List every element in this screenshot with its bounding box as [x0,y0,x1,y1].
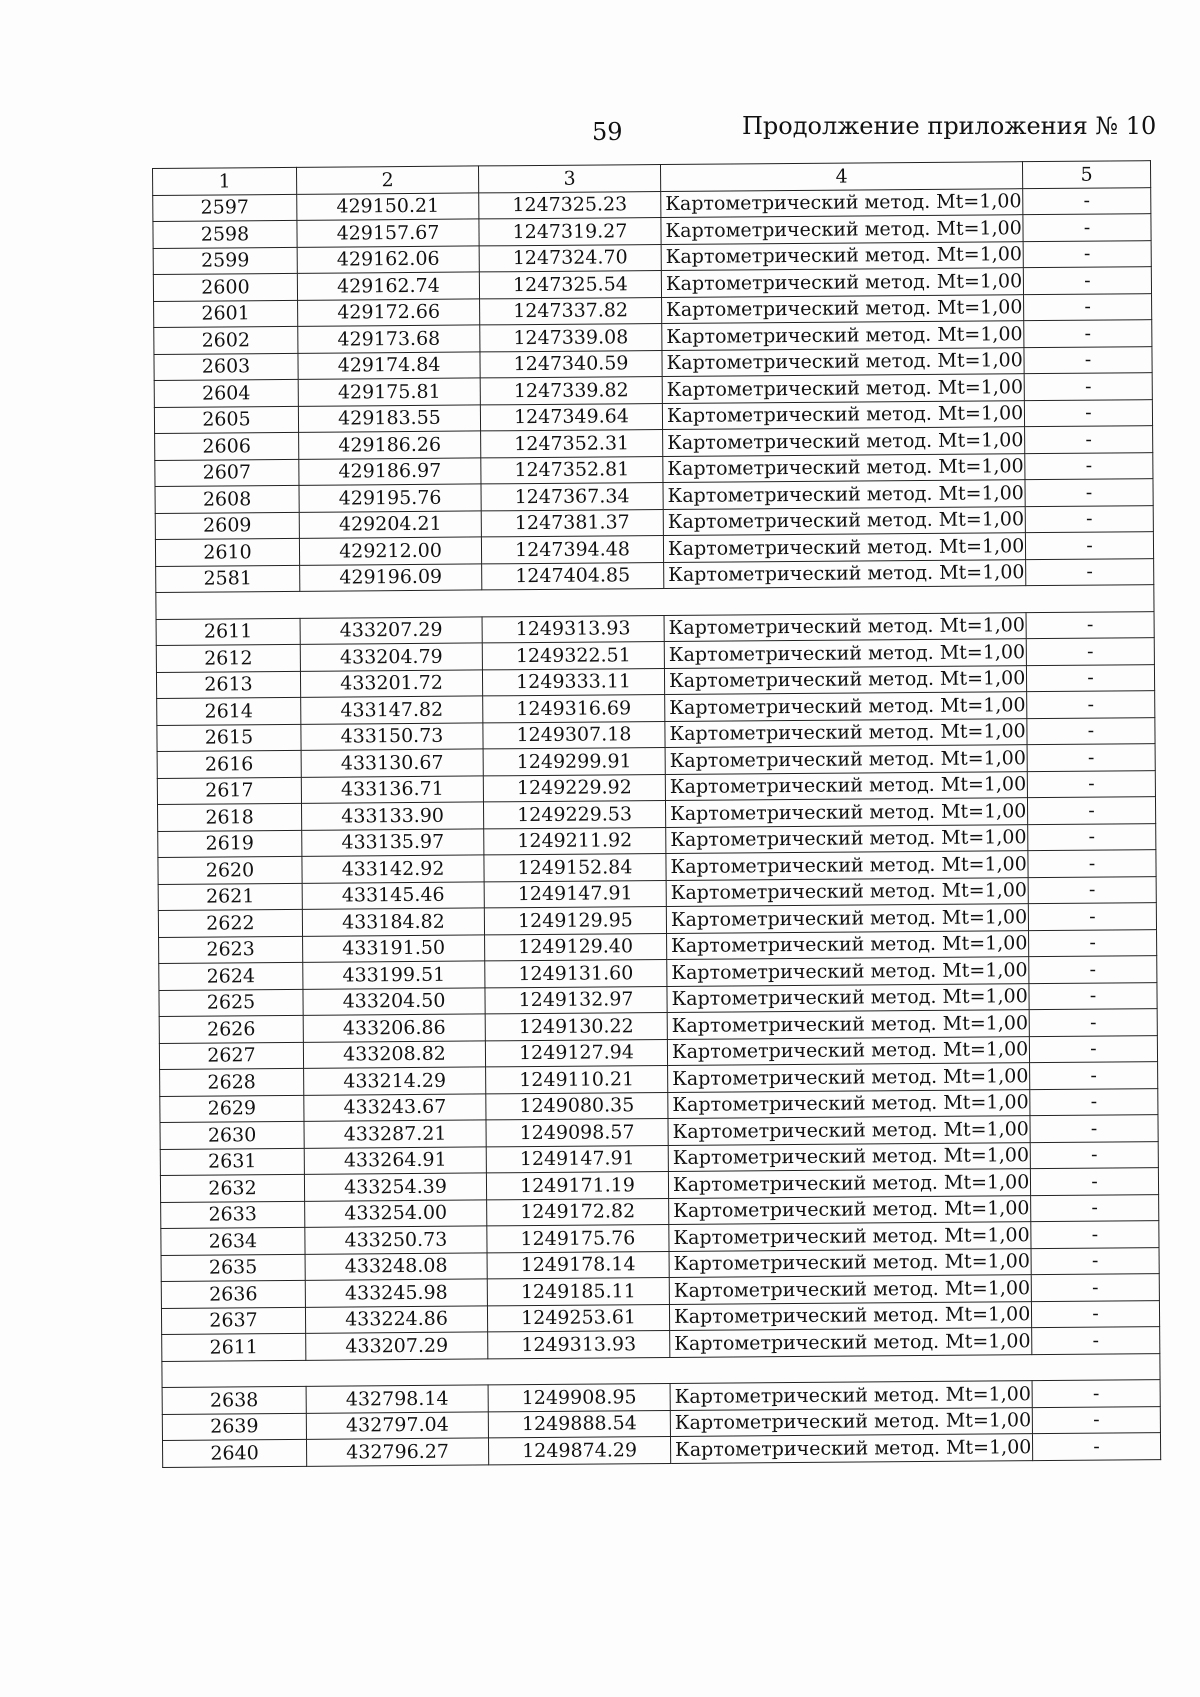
y-coordinate-cell: 1249185.11 [487,1277,669,1305]
point-number-cell: 2611 [162,1333,306,1361]
method-cell: Картометрический метод. Mt=1,00 [666,904,1028,933]
note-cell: - [1025,479,1153,507]
point-number-cell: 2621 [158,883,302,911]
point-number-cell: 2609 [155,512,299,540]
note-cell: - [1029,1035,1157,1063]
point-number-cell: 2616 [157,750,301,778]
y-coordinate-cell: 1249229.92 [483,774,665,802]
note-cell: - [1031,1221,1159,1249]
y-coordinate-cell: 1247325.54 [479,271,661,299]
method-cell: Картометрический метод. Mt=1,00 [661,268,1023,297]
column-header: 4 [660,162,1022,191]
point-number-cell: 2624 [159,962,303,990]
method-cell: Картометрический метод. Mt=1,00 [664,639,1026,668]
note-cell: - [1032,1406,1160,1434]
point-number-cell: 2623 [159,936,303,964]
x-coordinate-cell: 429173.68 [298,325,480,353]
note-cell: - [1028,823,1156,851]
x-coordinate-cell: 429186.97 [299,457,481,485]
x-coordinate-cell: 429204.21 [299,510,481,538]
note-cell: - [1025,452,1153,480]
method-cell: Картометрический метод. Mt=1,00 [668,1142,1030,1171]
method-cell: Картометрический метод. Mt=1,00 [669,1248,1031,1277]
y-coordinate-cell: 1247367.34 [481,482,663,510]
method-cell: Картометрический метод. Mt=1,00 [669,1275,1031,1304]
point-number-cell: 2634 [161,1227,305,1255]
x-coordinate-cell: 429172.66 [298,298,480,326]
note-cell: - [1030,1141,1158,1169]
method-cell: Картометрический метод. Mt=1,00 [668,1089,1030,1118]
y-coordinate-cell: 1249253.61 [487,1304,669,1332]
x-coordinate-cell: 429162.06 [297,245,479,273]
x-coordinate-cell: 433150.73 [301,722,483,750]
x-coordinate-cell: 429195.76 [299,484,481,512]
point-number-cell: 2617 [157,777,301,805]
point-number-cell: 2631 [160,1148,304,1176]
x-coordinate-cell: 433135.97 [302,828,484,856]
note-cell: - [1028,850,1156,878]
method-cell: Картометрический метод. Mt=1,00 [670,1381,1032,1410]
method-cell: Картометрический метод. Mt=1,00 [663,506,1025,535]
method-cell: Картометрический метод. Mt=1,00 [663,453,1025,482]
y-coordinate-cell: 1247324.70 [479,244,661,272]
method-cell: Картометрический метод. Mt=1,00 [667,1010,1029,1039]
point-number-cell: 2630 [160,1121,304,1149]
x-coordinate-cell: 433245.98 [305,1279,487,1307]
x-coordinate-cell: 433287.21 [304,1120,486,1148]
point-number-cell: 2608 [155,485,299,513]
y-coordinate-cell: 1249322.51 [482,641,664,669]
y-coordinate-cell: 1247349.64 [480,403,662,431]
x-coordinate-cell: 433250.73 [305,1226,487,1254]
y-coordinate-cell: 1249307.18 [483,721,665,749]
note-cell: - [1027,691,1155,719]
note-cell: - [1029,1009,1157,1037]
note-cell: - [1029,956,1157,984]
y-coordinate-cell: 1249333.11 [482,668,664,696]
page-title: Продолжение приложения № 10 [742,112,1157,140]
note-cell: - [1024,346,1152,374]
point-number-cell: 2636 [161,1280,305,1308]
x-coordinate-cell: 429196.09 [300,563,482,591]
column-header: 3 [478,165,660,193]
note-cell: - [1026,558,1154,586]
y-coordinate-cell: 1249147.91 [484,880,666,908]
point-number-cell: 2606 [155,432,299,460]
method-cell: Картометрический метод. Mt=1,00 [662,321,1024,350]
y-coordinate-cell: 1249147.91 [486,1145,668,1173]
method-cell: Картометрический метод. Mt=1,00 [661,241,1023,270]
table-body [153,187,1161,1467]
method-cell: Картометрический метод. Mt=1,00 [663,427,1025,456]
point-number-cell: 2640 [162,1439,306,1467]
method-cell: Картометрический метод. Mt=1,00 [661,215,1023,244]
y-coordinate-cell: 1247404.85 [482,562,664,590]
method-cell: Картометрический метод. Mt=1,00 [662,400,1024,429]
y-coordinate-cell: 1247325.23 [479,191,661,219]
x-coordinate-cell: 433207.29 [300,616,482,644]
y-coordinate-cell: 1249178.14 [487,1251,669,1279]
point-number-cell: 2614 [157,697,301,725]
note-cell: - [1029,929,1157,957]
note-cell: - [1027,744,1155,772]
y-coordinate-cell: 1249080.35 [486,1092,668,1120]
x-coordinate-cell: 433207.29 [306,1332,488,1360]
point-number-cell: 2581 [156,565,300,593]
note-cell: - [1026,638,1154,666]
note-cell: - [1023,214,1151,242]
y-coordinate-cell: 1247394.48 [481,535,663,563]
method-cell: Картометрический метод. Mt=1,00 [665,745,1027,774]
point-number-cell: 2629 [160,1095,304,1123]
note-cell: - [1027,717,1155,745]
point-number-cell: 2628 [160,1068,304,1096]
method-cell: Картометрический метод. Mt=1,00 [666,877,1028,906]
x-coordinate-cell: 429150.21 [297,192,479,220]
column-header: 1 [153,167,297,195]
note-cell: - [1026,664,1154,692]
point-number-cell: 2602 [154,326,298,354]
point-number-cell: 2611 [156,618,300,646]
x-coordinate-cell: 433133.90 [301,802,483,830]
y-coordinate-cell: 1249316.69 [483,694,665,722]
method-cell: Картометрический метод. Mt=1,00 [670,1407,1032,1436]
x-coordinate-cell: 433224.86 [305,1305,487,1333]
y-coordinate-cell: 1249175.76 [487,1224,669,1252]
x-coordinate-cell: 433214.29 [304,1067,486,1095]
y-coordinate-cell: 1249874.29 [488,1436,670,1464]
point-number-cell: 2615 [157,724,301,752]
x-coordinate-cell: 433248.08 [305,1252,487,1280]
y-coordinate-cell: 1249098.57 [486,1118,668,1146]
method-cell: Картометрический метод. Mt=1,00 [668,1169,1030,1198]
method-cell: Картометрический метод. Mt=1,00 [667,957,1029,986]
x-coordinate-cell: 433264.91 [304,1146,486,1174]
note-cell: - [1031,1247,1159,1275]
x-coordinate-cell: 432798.14 [306,1385,488,1413]
note-cell: - [1023,187,1151,215]
method-cell: Картометрический метод. Mt=1,00 [670,1434,1032,1463]
y-coordinate-cell: 1247339.82 [480,376,662,404]
y-coordinate-cell: 1249131.60 [485,959,667,987]
x-coordinate-cell: 429175.81 [298,378,480,406]
method-cell: Картометрический метод. Mt=1,00 [664,559,1026,588]
point-number-cell: 2607 [155,459,299,487]
method-cell: Картометрический метод. Mt=1,00 [662,347,1024,376]
note-cell: - [1032,1327,1160,1355]
y-coordinate-cell: 1249888.54 [488,1410,670,1438]
x-coordinate-cell: 433130.67 [301,749,483,777]
x-coordinate-cell: 433184.82 [302,908,484,936]
note-cell: - [1030,1115,1158,1143]
method-cell: Картометрический метод. Mt=1,00 [662,294,1024,323]
note-cell: - [1024,320,1152,348]
y-coordinate-cell: 1249229.53 [483,800,665,828]
method-cell: Картометрический метод. Mt=1,00 [667,930,1029,959]
note-cell: - [1032,1433,1160,1461]
x-coordinate-cell: 432797.04 [306,1411,488,1439]
point-number-cell: 2633 [161,1201,305,1229]
y-coordinate-cell: 1249129.95 [484,906,666,934]
y-coordinate-cell: 1249132.97 [485,986,667,1014]
x-coordinate-cell: 433254.39 [304,1173,486,1201]
note-cell: - [1032,1380,1160,1408]
x-coordinate-cell: 433199.51 [303,961,485,989]
point-number-cell: 2605 [154,406,298,434]
point-number-cell: 2597 [153,194,297,222]
x-coordinate-cell: 433206.86 [303,1014,485,1042]
x-coordinate-cell: 429162.74 [297,272,479,300]
note-cell: - [1025,426,1153,454]
note-cell: - [1031,1300,1159,1328]
x-coordinate-cell: 433136.71 [301,775,483,803]
note-cell: - [1031,1274,1159,1302]
y-coordinate-cell: 1247319.27 [479,218,661,246]
note-cell: - [1023,267,1151,295]
point-number-cell: 2601 [154,300,298,328]
method-cell: Картометрический метод. Mt=1,00 [667,1036,1029,1065]
point-number-cell: 2603 [154,353,298,381]
method-cell: Картометрический метод. Mt=1,00 [666,851,1028,880]
x-coordinate-cell: 433243.67 [304,1093,486,1121]
point-number-cell: 2599 [153,247,297,275]
point-number-cell: 2598 [153,220,297,248]
method-cell: Картометрический метод. Mt=1,00 [663,533,1025,562]
y-coordinate-cell: 1249211.92 [484,827,666,855]
y-coordinate-cell: 1249172.82 [487,1198,669,1226]
x-coordinate-cell: 429174.84 [298,351,480,379]
method-cell: Картометрический метод. Mt=1,00 [662,374,1024,403]
method-cell: Картометрический метод. Mt=1,00 [668,1116,1030,1145]
y-coordinate-cell: 1247352.81 [481,456,663,484]
column-header: 5 [1022,161,1150,189]
y-coordinate-cell: 1249129.40 [485,933,667,961]
note-cell: - [1027,770,1155,798]
point-number-cell: 2612 [156,644,300,672]
method-cell: Картометрический метод. Mt=1,00 [665,692,1027,721]
note-cell: - [1030,1168,1158,1196]
x-coordinate-cell: 433142.92 [302,855,484,883]
x-coordinate-cell: 433191.50 [303,934,485,962]
note-cell: - [1024,399,1152,427]
method-cell: Картометрический метод. Mt=1,00 [667,983,1029,1012]
x-coordinate-cell: 433201.72 [300,669,482,697]
method-cell: Картометрический метод. Mt=1,00 [669,1195,1031,1224]
note-cell: - [1028,876,1156,904]
point-number-cell: 2619 [158,830,302,858]
y-coordinate-cell: 1249110.21 [486,1065,668,1093]
x-coordinate-cell: 429183.55 [298,404,480,432]
x-coordinate-cell: 433204.79 [300,643,482,671]
method-cell: Картометрический метод. Mt=1,00 [661,188,1023,217]
x-coordinate-cell: 433147.82 [301,696,483,724]
note-cell: - [1027,797,1155,825]
point-number-cell: 2613 [156,671,300,699]
point-number-cell: 2600 [153,273,297,301]
note-cell: - [1024,293,1152,321]
method-cell: Картометрический метод. Mt=1,00 [664,665,1026,694]
method-cell: Картометрический метод. Mt=1,00 [664,612,1026,641]
x-coordinate-cell: 429186.26 [299,431,481,459]
note-cell: - [1029,982,1157,1010]
point-number-cell: 2635 [161,1254,305,1282]
note-cell: - [1023,240,1151,268]
note-cell: - [1030,1062,1158,1090]
x-coordinate-cell: 433145.46 [302,881,484,909]
y-coordinate-cell: 1247339.08 [480,324,662,352]
y-coordinate-cell: 1247340.59 [480,350,662,378]
y-coordinate-cell: 1247381.37 [481,509,663,537]
note-cell: - [1024,373,1152,401]
y-coordinate-cell: 1249908.95 [488,1383,670,1411]
method-cell: Картометрический метод. Mt=1,00 [669,1222,1031,1251]
note-cell: - [1025,532,1153,560]
x-coordinate-cell: 433208.82 [303,1040,485,1068]
x-coordinate-cell: 429157.67 [297,219,479,247]
method-cell: Картометрический метод. Mt=1,00 [665,798,1027,827]
y-coordinate-cell: 1249152.84 [484,853,666,881]
x-coordinate-cell: 432796.27 [306,1438,488,1466]
point-number-cell: 2638 [162,1386,306,1414]
method-cell: Картометрический метод. Mt=1,00 [669,1301,1031,1330]
point-number-cell: 2627 [159,1042,303,1070]
y-coordinate-cell: 1249313.93 [482,615,664,643]
x-coordinate-cell: 433254.00 [305,1199,487,1227]
note-cell: - [1028,903,1156,931]
y-coordinate-cell: 1247352.31 [481,429,663,457]
point-number-cell: 2625 [159,989,303,1017]
note-cell: - [1025,505,1153,533]
y-coordinate-cell: 1249171.19 [486,1171,668,1199]
point-number-cell: 2610 [155,538,299,566]
method-cell: Картометрический метод. Mt=1,00 [668,1063,1030,1092]
point-number-cell: 2637 [161,1307,305,1335]
x-coordinate-cell: 429212.00 [299,537,481,565]
y-coordinate-cell: 1249127.94 [485,1039,667,1067]
y-coordinate-cell: 1249313.93 [488,1330,670,1358]
page-number: 59 [592,118,623,146]
method-cell: Картометрический метод. Mt=1,00 [665,718,1027,747]
point-number-cell: 2626 [159,1015,303,1043]
y-coordinate-cell: 1249130.22 [485,1012,667,1040]
point-number-cell: 2604 [154,379,298,407]
point-number-cell: 2632 [160,1174,304,1202]
note-cell: - [1031,1194,1159,1222]
column-header: 2 [296,166,478,194]
method-cell: Картометрический метод. Mt=1,00 [666,824,1028,853]
point-number-cell: 2620 [158,856,302,884]
method-cell: Картометрический метод. Mt=1,00 [670,1328,1032,1357]
note-cell: - [1030,1088,1158,1116]
point-number-cell: 2618 [157,803,301,831]
point-number-cell: 2639 [162,1413,306,1441]
y-coordinate-cell: 1249299.91 [483,747,665,775]
method-cell: Картометрический метод. Mt=1,00 [663,480,1025,509]
coordinates-table-container [152,160,1160,1467]
x-coordinate-cell: 433204.50 [303,987,485,1015]
y-coordinate-cell: 1247337.82 [480,297,662,325]
note-cell: - [1026,611,1154,639]
coordinates-table [152,160,1161,1467]
point-number-cell: 2622 [158,909,302,937]
method-cell: Картометрический метод. Mt=1,00 [665,771,1027,800]
